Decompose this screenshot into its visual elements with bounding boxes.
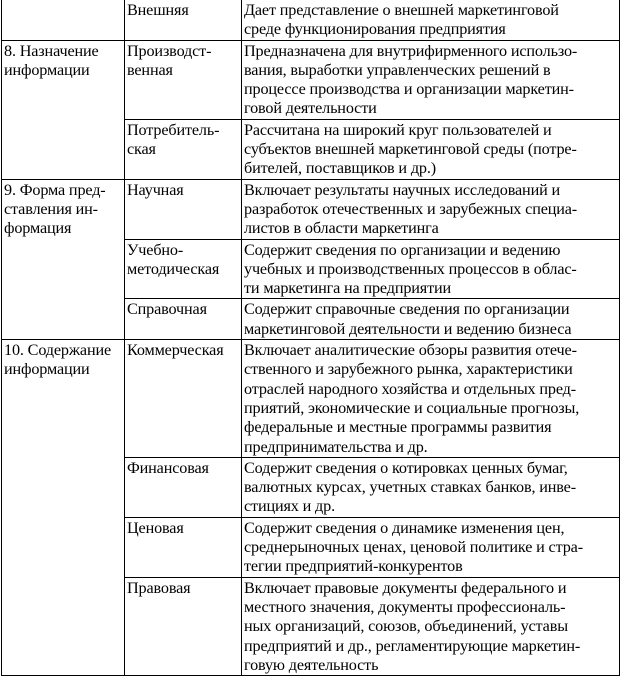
description-line: стициях и др. <box>244 497 335 516</box>
type-cell <box>125 340 242 458</box>
type-line: Коммерческая <box>127 341 224 360</box>
description-line: маркетинговой деятельности и ведению бизнеса <box>244 319 572 338</box>
description-line: местного значения, документы профессиональ- <box>244 597 566 616</box>
criterion-cell <box>2 40 125 179</box>
description-cell <box>242 0 620 40</box>
description-line: среднерыночных ценах, ценовой политике и стра- <box>244 538 583 557</box>
description-line: ственного и зарубежного рынка, характеристики <box>244 360 573 379</box>
description-line: вания, выработки управленческих решений в <box>244 60 551 79</box>
type-line: Ценовая <box>127 518 184 537</box>
type-line: Производст- <box>127 41 212 60</box>
description-line: говой деятельности <box>244 99 377 118</box>
type-line: Справочная <box>127 300 207 319</box>
criterion-line: ставления ин- <box>4 199 98 218</box>
description-cell <box>242 40 620 119</box>
description-line: Дает представление о внешней маркетинговой <box>244 1 559 19</box>
description-line: Включает правовые документы федерального и <box>244 578 567 597</box>
description-line: предприятий и др., регламентирующие маркетин- <box>244 636 581 655</box>
criterion-line: формация <box>4 219 72 238</box>
type-cell <box>125 40 242 119</box>
description-line: Содержит справочные сведения по организации <box>244 300 570 319</box>
table-body <box>2 0 620 676</box>
table-row <box>2 40 620 119</box>
type-cell <box>125 119 242 179</box>
description-line: Включает результаты научных исследований и <box>244 180 561 199</box>
type-line: методическая <box>127 259 220 278</box>
description-cell <box>242 119 620 179</box>
classification-table <box>1 0 620 676</box>
description-line: разработок отечественных и зарубежных специа- <box>244 199 578 218</box>
description-line: субъектов внешней маркетинговой среды (потре- <box>244 140 577 159</box>
description-line: Включает аналитические обзоры развития отече- <box>244 341 577 360</box>
description-line: Содержит сведения о динамике изменения цен, <box>244 518 565 537</box>
type-cell <box>125 179 242 239</box>
type-cell <box>125 517 242 577</box>
criterion-line: 10. Содержание <box>4 341 111 360</box>
description-cell <box>242 179 620 239</box>
description-line: Рассчитана на широкий круг пользователей и <box>244 120 552 139</box>
description-line: говую деятельность <box>244 655 379 674</box>
description-cell <box>242 457 620 517</box>
type-line: Учебно- <box>127 240 184 259</box>
description-cell <box>242 340 620 458</box>
description-line: Предназначена для внутрифирменного использо- <box>244 41 578 60</box>
description-line: учебных и производственных процессов в облас- <box>244 259 577 278</box>
description-cell <box>242 577 620 675</box>
description-cell <box>242 239 620 299</box>
criterion-line: информации <box>4 360 90 379</box>
criterion-line: информации <box>4 60 90 79</box>
type-cell <box>125 457 242 517</box>
type-line: Научная <box>127 180 184 199</box>
description-line: отраслей народного хозяйства и отдельных пред- <box>244 379 576 398</box>
type-line: Правовая <box>127 578 191 597</box>
description-line: тегии предприятий-конкурентов <box>244 557 463 576</box>
description-line: приятий, экономические и социальные прогнозы, <box>244 398 580 417</box>
description-line: бителей, поставщиков и др.) <box>244 159 437 178</box>
type-cell <box>125 577 242 675</box>
table-row <box>2 179 620 239</box>
criterion-line: 9. Форма пред- <box>4 180 106 199</box>
table-row <box>2 0 620 40</box>
description-line: среде функционирования предприятия <box>244 20 506 39</box>
description-line: ных организаций, союзов, объединений, уставы <box>244 617 568 636</box>
criterion-cell <box>2 0 125 40</box>
description-line: предпринимательства и др. <box>244 437 428 456</box>
type-line: Потребитель- <box>127 120 220 139</box>
criterion-cell <box>2 340 125 676</box>
description-cell <box>242 517 620 577</box>
criterion-cell <box>2 179 125 339</box>
type-cell <box>125 0 242 40</box>
type-line: Финансовая <box>127 458 209 477</box>
description-line: федеральные и местные программы развития <box>244 418 552 437</box>
description-line: валютных курсах, учетных ставках банков, инве- <box>244 478 576 497</box>
description-line: ти маркетинга на предприятии <box>244 279 452 298</box>
description-cell <box>242 299 620 340</box>
type-cell <box>125 239 242 299</box>
description-line: Содержит сведения о котировках ценных бумаг, <box>244 458 568 477</box>
type-line: венная <box>127 60 173 79</box>
criterion-line: 8. Назначение <box>4 41 99 60</box>
type-cell <box>125 299 242 340</box>
description-line: Содержит сведения по организации и ведению <box>244 240 561 259</box>
type-line: Внешняя <box>127 1 189 19</box>
table-row <box>2 340 620 458</box>
description-line: процессе производства и организации маркетин- <box>244 80 574 99</box>
type-line: ская <box>127 140 156 159</box>
description-line: листов в области маркетинга <box>244 219 439 238</box>
